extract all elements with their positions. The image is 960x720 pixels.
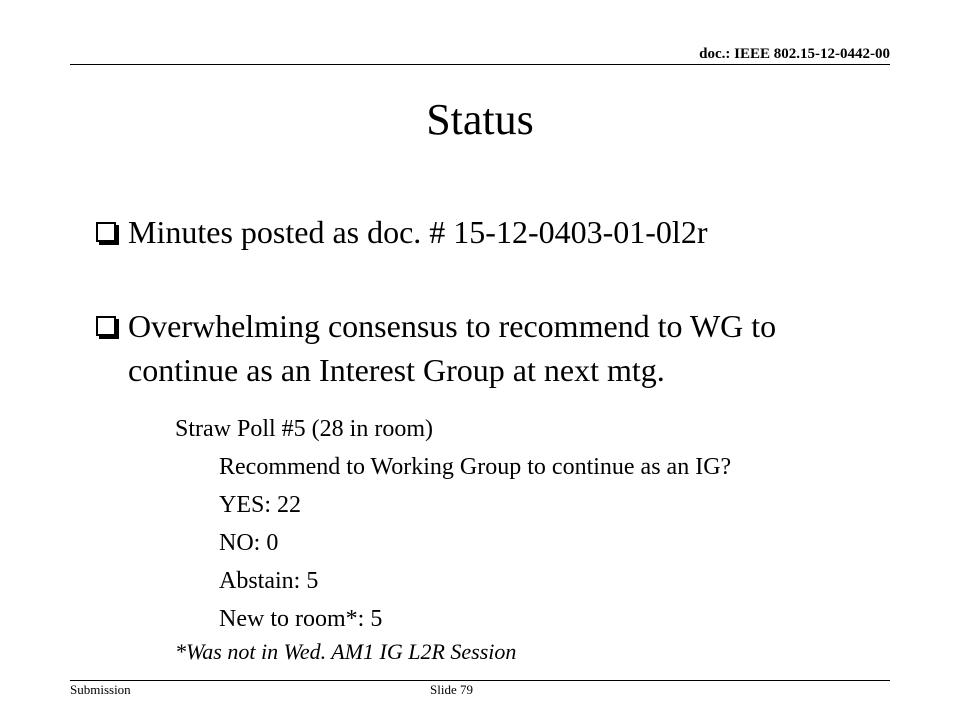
poll-new-to-room: New to room*: 5 [219,606,383,632]
poll-yes: YES: 22 [219,492,302,518]
poll-footnote: *Was not in Wed. AM1 IG L2R Session [175,639,517,664]
footer-rule [70,680,890,681]
bullet-consensus [96,304,888,392]
poll-heading: Straw Poll #5 (28 in room) [175,416,433,442]
footer-submission: Submission [70,682,131,697]
slide-title: Status [426,95,534,144]
poll-abstain: Abstain: 5 [219,568,319,594]
bullet-text: Minutes posted as doc. # 15-12-0403-01-0l2r [128,214,708,250]
footer-slide-number: Slide 79 [430,682,473,697]
checkbox-bullet-icon [96,222,116,242]
checkbox-bullet-icon [96,316,116,336]
bullet-minutes [96,210,888,254]
doc-id: doc.: IEEE 802.15-12-0442-00 [699,46,890,62]
bullet-text: Overwhelming consensus to recommend to WG to continue as an Interest Group at next mtg. [128,308,777,388]
header-rule [70,64,890,65]
poll-no: NO: 0 [219,530,279,556]
straw-poll [175,410,731,666]
poll-question: Recommend to Working Group to continue as an IG? [219,454,732,480]
